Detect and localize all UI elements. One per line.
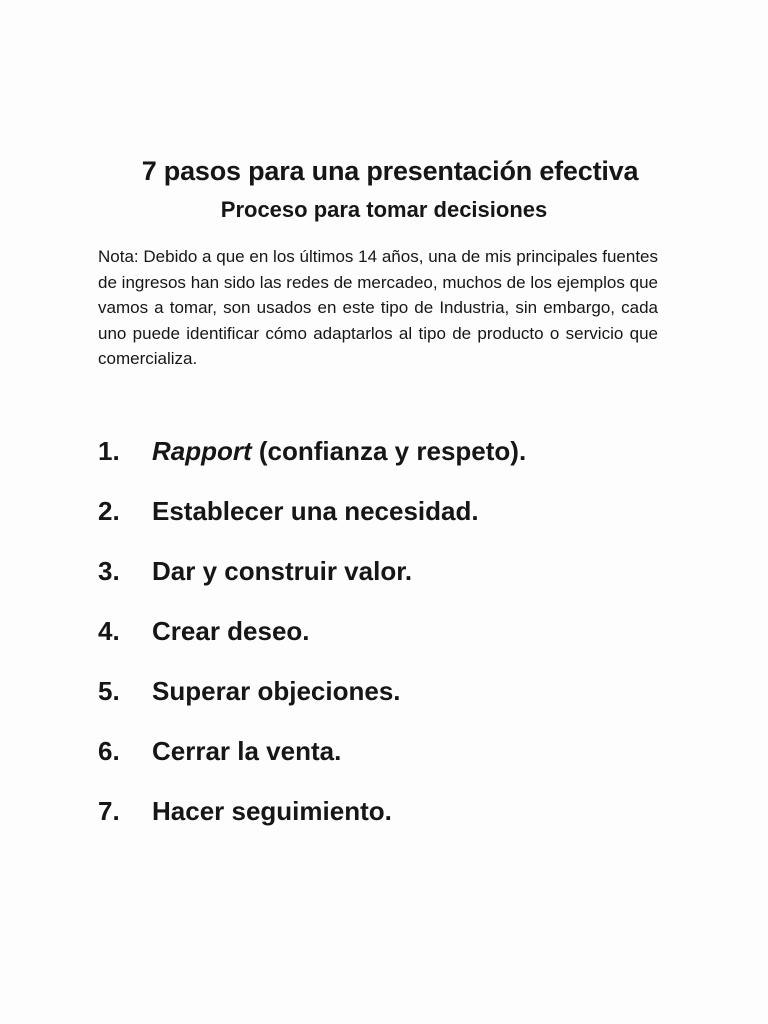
step-number: 2. (98, 496, 120, 526)
step-text: Crear deseo. (152, 616, 310, 646)
step-item-7 (98, 781, 526, 841)
step-text: Hacer seguimiento. (152, 796, 392, 826)
step-text: Establecer una necesidad. (152, 496, 479, 526)
step-item-5 (98, 661, 526, 721)
step-text: Cerrar la venta. (152, 736, 342, 766)
step-text-rest: (confianza y respeto). (251, 436, 527, 466)
step-number: 5. (98, 676, 120, 706)
step-text: Dar y construir valor. (152, 556, 413, 586)
step-number: 7. (98, 796, 120, 826)
step-emphasis: Rapport (152, 436, 252, 466)
step-text (152, 431, 526, 471)
page-subtitle: Proceso para tomar decisiones (220, 197, 548, 222)
note-paragraph: Nota: Debido a que en los últimos 14 años, una de mis principales fuentes de ingresos han sido las redes de mercadeo, muchos de los ejemplos que vamos a tomar, son usados en este tipo de Industria, sin embargo, cada uno puede identificar cómo adaptarlos al tipo de producto o servicio que comercializa. (98, 247, 658, 368)
step-number: 4. (98, 616, 120, 646)
step-item-6 (98, 721, 526, 781)
steps-list (98, 421, 526, 841)
step-number: 6. (98, 736, 120, 766)
step-item-3 (98, 541, 526, 601)
step-item-1 (98, 421, 526, 481)
step-item-4 (98, 601, 526, 661)
step-text: Superar objeciones. (152, 676, 401, 706)
page-title: 7 pasos para una presentación efectiva (141, 156, 639, 186)
step-number: 1. (98, 436, 120, 466)
step-number: 3. (98, 556, 120, 586)
step-item-2 (98, 481, 526, 541)
